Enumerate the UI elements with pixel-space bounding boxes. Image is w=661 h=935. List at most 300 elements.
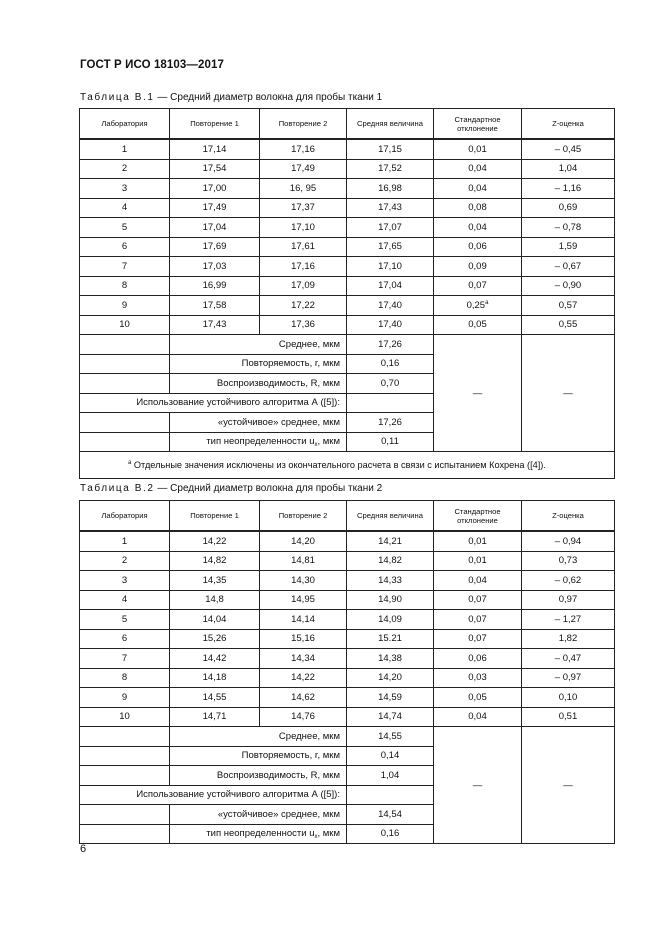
cell-mean-value: 14,09 [378, 613, 402, 625]
cell-z [522, 629, 615, 649]
cell-rep2 [260, 590, 347, 610]
cell-sd-value: 0,09 [468, 260, 487, 272]
cell-rep2 [260, 649, 347, 669]
cell-mean-value: 16,98 [378, 182, 402, 194]
cell-lab [80, 688, 170, 708]
cell-rep1 [170, 688, 260, 708]
cell-rep1 [170, 590, 260, 610]
cell-sd-value: 0,07 [468, 613, 487, 625]
cell-rep2 [260, 179, 347, 199]
cell-sd-value: 0,06 [468, 241, 487, 253]
summary-algorithm-label: Использование устойчивого алгоритма А ([5]): [80, 393, 347, 413]
cell-rep2 [260, 531, 347, 551]
cell-rep2-value: 14,30 [291, 574, 315, 586]
cell-mean-value: 17,04 [378, 280, 402, 292]
cell-rep2-value: 17,22 [291, 299, 315, 311]
summary-reproducibility-label: Воспроизводимость, R, мкм [170, 766, 347, 786]
cell-rep2 [260, 571, 347, 591]
cell-z-value: – 0,45 [554, 143, 582, 155]
cell-mean-value: 14,74 [378, 711, 402, 723]
cell-z-value: – 0,47 [554, 652, 582, 664]
cell-sd-value: 0,05 [468, 319, 487, 331]
cell-sd [434, 610, 522, 630]
cell-z [522, 257, 615, 277]
cell-sd-value: 0,01 [468, 555, 487, 567]
cell-z-value: 0,57 [558, 299, 578, 311]
cell-z [522, 531, 615, 551]
cell-rep1-value: 14,04 [202, 613, 227, 625]
cell-mean [347, 551, 434, 571]
table-row [80, 551, 615, 571]
cell-lab [80, 649, 170, 669]
cell-sd [434, 237, 522, 257]
cell-rep1-value: 17,49 [202, 202, 227, 214]
cell-rep1-value: 16,99 [202, 280, 227, 292]
cell-z-value: 1,59 [558, 241, 578, 253]
cell-rep1-value: 17,69 [202, 241, 227, 253]
cell-mean-value: 14,33 [378, 574, 402, 586]
cell-z-value: – 0,67 [554, 260, 582, 272]
cell-rep2-value: 17,10 [291, 221, 315, 233]
cell-mean-value: 17,52 [378, 163, 402, 175]
cell-lab [80, 296, 170, 316]
cell-rep2-value: 14,62 [291, 691, 315, 703]
cell-lab [80, 159, 170, 179]
cell-z [522, 139, 615, 159]
summary-robust-mean-label: «устойчивое» среднее, мкм [170, 413, 347, 433]
cell-rep2 [260, 688, 347, 708]
table-row [80, 198, 615, 218]
cell-rep1-value: 17,54 [202, 163, 227, 175]
cell-z [522, 198, 615, 218]
cell-z-value: 1,04 [558, 163, 578, 175]
cell-z [522, 296, 615, 316]
cell-z [522, 590, 615, 610]
cell-lab-value: 9 [121, 691, 128, 703]
cell-lab-value: 6 [121, 241, 128, 253]
summary-uncertainty-label [170, 824, 347, 844]
table-1-label: Таблица В.1 [80, 92, 155, 103]
col-header-rep2: Повторение 2 [260, 109, 347, 140]
cell-lab [80, 139, 170, 159]
cell-z [522, 551, 615, 571]
cell-mean [347, 276, 434, 296]
cell-mean-value: 14,20 [378, 672, 402, 684]
cell-rep1 [170, 531, 260, 551]
summary-reproducibility-label: Воспроизводимость, R, мкм [170, 374, 347, 394]
cell-sd [434, 218, 522, 238]
cell-mean [347, 707, 434, 727]
table-row [80, 257, 615, 277]
cell-sd-value: 0,04 [468, 221, 487, 233]
cell-rep1 [170, 218, 260, 238]
col-header-rep2: Повторение 2 [260, 501, 347, 532]
cell-mean [347, 531, 434, 551]
col-header-rep1: Повторение 1 [170, 109, 260, 140]
summary-robust-mean-value: 17,26 [347, 413, 434, 433]
summary-z-dash: — [522, 727, 615, 844]
cell-mean [347, 139, 434, 159]
cell-sd-value: 0,07 [468, 594, 487, 606]
cell-rep1 [170, 707, 260, 727]
summary-blank-cell [80, 413, 170, 433]
cell-mean-value: 17,07 [378, 221, 402, 233]
uncertainty-label-text: тип неопределенности u [206, 828, 315, 840]
cell-rep2 [260, 707, 347, 727]
cell-rep1 [170, 668, 260, 688]
table-1 [79, 108, 615, 479]
summary-algorithm-label: Использование устойчивого алгоритма А ([5]): [80, 785, 347, 805]
summary-z-dash: — [522, 335, 615, 452]
col-header-lab: Лаборатория [80, 501, 170, 532]
cell-lab-value: 1 [121, 535, 128, 547]
summary-sd-dash: — [434, 335, 522, 452]
cell-rep2-value: 14,76 [291, 711, 315, 723]
cell-sd-value: 0,03 [468, 672, 487, 684]
uncertainty-label-unit: , мкм [317, 828, 340, 840]
table-1-caption [80, 92, 382, 103]
cell-lab-value: 2 [121, 163, 128, 175]
cell-lab-value: 10 [119, 711, 130, 723]
cell-rep2-value: 14,95 [291, 594, 315, 606]
cell-rep1-value: 14,35 [202, 574, 227, 586]
cell-mean [347, 688, 434, 708]
cell-z [522, 179, 615, 199]
cell-sd [434, 590, 522, 610]
cell-z-value: – 0,78 [554, 221, 582, 233]
cell-z [522, 159, 615, 179]
cell-rep1-value: 17,14 [202, 143, 227, 155]
table-2-header-row [80, 501, 615, 532]
cell-rep2-value: 17,09 [291, 280, 315, 292]
cell-sd-value: 0,07 [468, 280, 487, 292]
summary-repeatability-label: Повторяемость, r, мкм [170, 746, 347, 766]
cell-z-value: 0,97 [558, 594, 578, 606]
summary-blank-cell [80, 805, 170, 825]
page-number: 6 [80, 843, 87, 855]
summary-blank-cell [347, 785, 434, 805]
cell-sd [434, 571, 522, 591]
cell-sd [434, 276, 522, 296]
uncertainty-subscript: x [314, 442, 318, 449]
table-row [80, 531, 615, 551]
table-row [80, 139, 615, 159]
cell-lab-value: 5 [121, 221, 128, 233]
cell-mean [347, 257, 434, 277]
cell-rep1 [170, 315, 260, 335]
cell-lab-value: 8 [121, 280, 128, 292]
cell-mean [347, 159, 434, 179]
cell-mean [347, 237, 434, 257]
footnote-mark: a [485, 299, 489, 306]
cell-rep1-value: 17,00 [202, 182, 227, 194]
cell-mean [347, 649, 434, 669]
cell-rep2-value: 17,37 [291, 202, 315, 214]
table-row [80, 218, 615, 238]
uncertainty-label-unit: , мкм [317, 436, 340, 448]
cell-sd [434, 629, 522, 649]
cell-sd [434, 315, 522, 335]
cell-lab [80, 237, 170, 257]
cell-rep1-value: 17,03 [202, 260, 227, 272]
cell-lab [80, 218, 170, 238]
cell-lab-value: 4 [121, 202, 128, 214]
col-header-z: Z-оценка [522, 109, 615, 140]
summary-blank-cell [80, 824, 170, 844]
table-row [80, 237, 615, 257]
summary-mean-label: Среднее, мкм [170, 335, 347, 355]
cell-rep2-value: 16, 95 [289, 182, 317, 194]
cell-sd [434, 707, 522, 727]
cell-lab [80, 179, 170, 199]
cell-z [522, 688, 615, 708]
col-header-sd: Стандартное отклонение [434, 109, 522, 140]
table-row [80, 571, 615, 591]
summary-uncertainty-value: 0,11 [347, 432, 434, 452]
document-header: ГОСТ Р ИСО 18103—2017 [80, 59, 225, 71]
cell-sd-value: 0,04 [468, 711, 487, 723]
cell-z-value: – 1,27 [554, 613, 582, 625]
cell-rep2-value: 17,36 [291, 319, 315, 331]
cell-sd [434, 179, 522, 199]
cell-mean-value: 14,59 [378, 691, 402, 703]
cell-z [522, 707, 615, 727]
cell-rep1-value: 14,8 [205, 594, 224, 606]
cell-rep2 [260, 296, 347, 316]
cell-z [522, 276, 615, 296]
cell-lab-value: 6 [121, 633, 128, 645]
summary-repeatability-value: 0,16 [347, 354, 434, 374]
summary-blank-cell [80, 374, 170, 394]
cell-z [522, 315, 615, 335]
cell-mean-value: 17,40 [378, 299, 402, 311]
cell-rep2-value: 17,49 [291, 163, 315, 175]
cell-lab [80, 315, 170, 335]
cell-lab [80, 571, 170, 591]
cell-lab-value: 8 [121, 672, 128, 684]
cell-sd-value: 0,04 [468, 163, 487, 175]
cell-rep1 [170, 551, 260, 571]
summary-blank-cell [80, 354, 170, 374]
summary-robust-mean-label: «устойчивое» среднее, мкм [170, 805, 347, 825]
cell-mean [347, 315, 434, 335]
cell-mean-value: 17,10 [378, 260, 402, 272]
cell-lab-value: 9 [121, 299, 128, 311]
cell-z-value: – 0,90 [554, 280, 582, 292]
summary-blank-cell [80, 432, 170, 452]
cell-mean [347, 218, 434, 238]
cell-rep2-value: 14,81 [291, 555, 315, 567]
cell-lab-value: 5 [121, 613, 128, 625]
cell-mean [347, 629, 434, 649]
col-header-rep1: Повторение 1 [170, 501, 260, 532]
cell-sd [434, 531, 522, 551]
cell-z-value: – 0,97 [554, 672, 582, 684]
cell-sd-value: 0,01 [468, 143, 487, 155]
cell-mean-value: 17,65 [378, 241, 402, 253]
uncertainty-label-text: тип неопределенности u [206, 436, 315, 448]
summary-reproducibility-value: 0,70 [347, 374, 434, 394]
table-row [80, 629, 615, 649]
col-header-sd: Стандартное отклонение [434, 501, 522, 532]
cell-rep2 [260, 139, 347, 159]
summary-reproducibility-value: 1,04 [347, 766, 434, 786]
footnote-mark: a [128, 460, 132, 466]
cell-z-value: – 1,16 [554, 182, 582, 194]
cell-mean-value: 15.21 [378, 633, 402, 645]
table-1-footnote-row [80, 452, 615, 479]
cell-mean-value: 14,21 [378, 535, 402, 547]
cell-mean [347, 571, 434, 591]
cell-lab-value: 2 [121, 555, 128, 567]
table-row [80, 688, 615, 708]
cell-sd [434, 296, 522, 316]
cell-sd-value: 0,04 [468, 574, 487, 586]
cell-rep2-value: 17,16 [291, 260, 315, 272]
cell-rep2 [260, 276, 347, 296]
summary-blank-cell [347, 393, 434, 413]
cell-lab [80, 257, 170, 277]
summary-blank-cell [80, 335, 170, 355]
cell-rep1 [170, 629, 260, 649]
cell-sd-value: 0,06 [468, 652, 487, 664]
summary-blank-cell [80, 746, 170, 766]
cell-rep1 [170, 159, 260, 179]
table-row [80, 179, 615, 199]
cell-rep2 [260, 198, 347, 218]
cell-rep1-value: 14,22 [202, 535, 227, 547]
table-row [80, 707, 615, 727]
table-row [80, 649, 615, 669]
cell-rep2 [260, 629, 347, 649]
cell-lab-value: 3 [121, 574, 128, 586]
cell-sd [434, 257, 522, 277]
cell-mean [347, 198, 434, 218]
table-row [80, 296, 615, 316]
col-header-mean: Средняя величина [347, 501, 434, 532]
cell-sd [434, 139, 522, 159]
cell-rep1 [170, 139, 260, 159]
cell-sd [434, 668, 522, 688]
cell-rep2 [260, 159, 347, 179]
cell-z-value: 1,82 [558, 633, 578, 645]
cell-sd [434, 551, 522, 571]
col-header-z: Z-оценка [522, 501, 615, 532]
cell-rep1 [170, 649, 260, 669]
cell-mean [347, 296, 434, 316]
cell-z-value: – 0,62 [554, 574, 582, 586]
cell-z-value: 0,73 [558, 555, 578, 567]
cell-mean [347, 590, 434, 610]
cell-sd-value: 0,01 [468, 535, 487, 547]
cell-rep2 [260, 551, 347, 571]
table-row [80, 315, 615, 335]
cell-mean-value: 14,90 [378, 594, 402, 606]
cell-sd-value: 0,05 [468, 691, 487, 703]
cell-z-value: 0,51 [558, 711, 578, 723]
cell-rep1 [170, 179, 260, 199]
cell-lab-value: 7 [121, 652, 128, 664]
cell-rep2-value: 14,22 [291, 672, 315, 684]
cell-z [522, 668, 615, 688]
cell-rep2 [260, 610, 347, 630]
cell-sd [434, 688, 522, 708]
cell-sd-value: 0,04 [468, 182, 487, 194]
cell-rep1-value: 14,82 [202, 555, 227, 567]
cell-rep1-value: 15,26 [202, 633, 227, 645]
cell-lab [80, 531, 170, 551]
cell-lab [80, 590, 170, 610]
cell-rep2 [260, 668, 347, 688]
uncertainty-subscript: x [314, 834, 318, 841]
cell-lab-value: 7 [121, 260, 128, 272]
col-header-mean: Средняя величина [347, 109, 434, 140]
cell-rep1-value: 14,55 [202, 691, 227, 703]
cell-rep1-value: 17,58 [202, 299, 227, 311]
table-row [80, 610, 615, 630]
table-1-footnote [80, 452, 615, 479]
cell-rep1-value: 14,71 [202, 711, 227, 723]
cell-lab [80, 707, 170, 727]
cell-lab-value: 4 [121, 594, 128, 606]
cell-rep1-value: 14,18 [202, 672, 227, 684]
cell-rep2-value: 17,16 [291, 143, 315, 155]
cell-mean-value: 17,40 [378, 319, 402, 331]
cell-lab [80, 551, 170, 571]
cell-rep1-value: 14,42 [202, 652, 227, 664]
cell-mean-value: 14,38 [378, 652, 402, 664]
summary-uncertainty-value: 0,16 [347, 824, 434, 844]
summary-mean-label: Среднее, мкм [170, 727, 347, 747]
cell-z-value: 0,10 [558, 691, 578, 703]
cell-z-value: 0,69 [558, 202, 578, 214]
table-row [80, 590, 615, 610]
cell-rep2 [260, 218, 347, 238]
table-row [80, 159, 615, 179]
cell-rep1 [170, 198, 260, 218]
cell-rep2-value: 17,61 [291, 241, 315, 253]
cell-sd [434, 159, 522, 179]
cell-z [522, 237, 615, 257]
cell-rep1 [170, 237, 260, 257]
cell-lab [80, 198, 170, 218]
cell-lab [80, 610, 170, 630]
cell-mean [347, 179, 434, 199]
table-2-title: — Средний диаметр волокна для пробы ткани 2 [157, 483, 383, 494]
cell-lab [80, 276, 170, 296]
cell-rep2-value: 14,20 [291, 535, 315, 547]
cell-rep2-value: 15,16 [291, 633, 315, 645]
cell-lab-value: 1 [121, 143, 128, 155]
cell-rep1 [170, 276, 260, 296]
cell-z-value: – 0,94 [554, 535, 582, 547]
cell-z [522, 610, 615, 630]
cell-z-value: 0,55 [558, 319, 578, 331]
summary-row-mean [80, 335, 615, 355]
summary-blank-cell [80, 727, 170, 747]
summary-uncertainty-label [170, 432, 347, 452]
cell-rep2 [260, 257, 347, 277]
footnote-text: Отдельные значения исключены из окончательного расчета в связи с испытанием Кохрена ([4]). [131, 460, 546, 470]
cell-lab [80, 629, 170, 649]
cell-rep2-value: 14,34 [291, 652, 315, 664]
cell-sd-value: 0,25 [466, 299, 486, 311]
summary-sd-dash: — [434, 727, 522, 844]
cell-z [522, 649, 615, 669]
cell-rep2 [260, 315, 347, 335]
cell-mean-value: 14,82 [378, 555, 402, 567]
cell-rep2 [260, 237, 347, 257]
